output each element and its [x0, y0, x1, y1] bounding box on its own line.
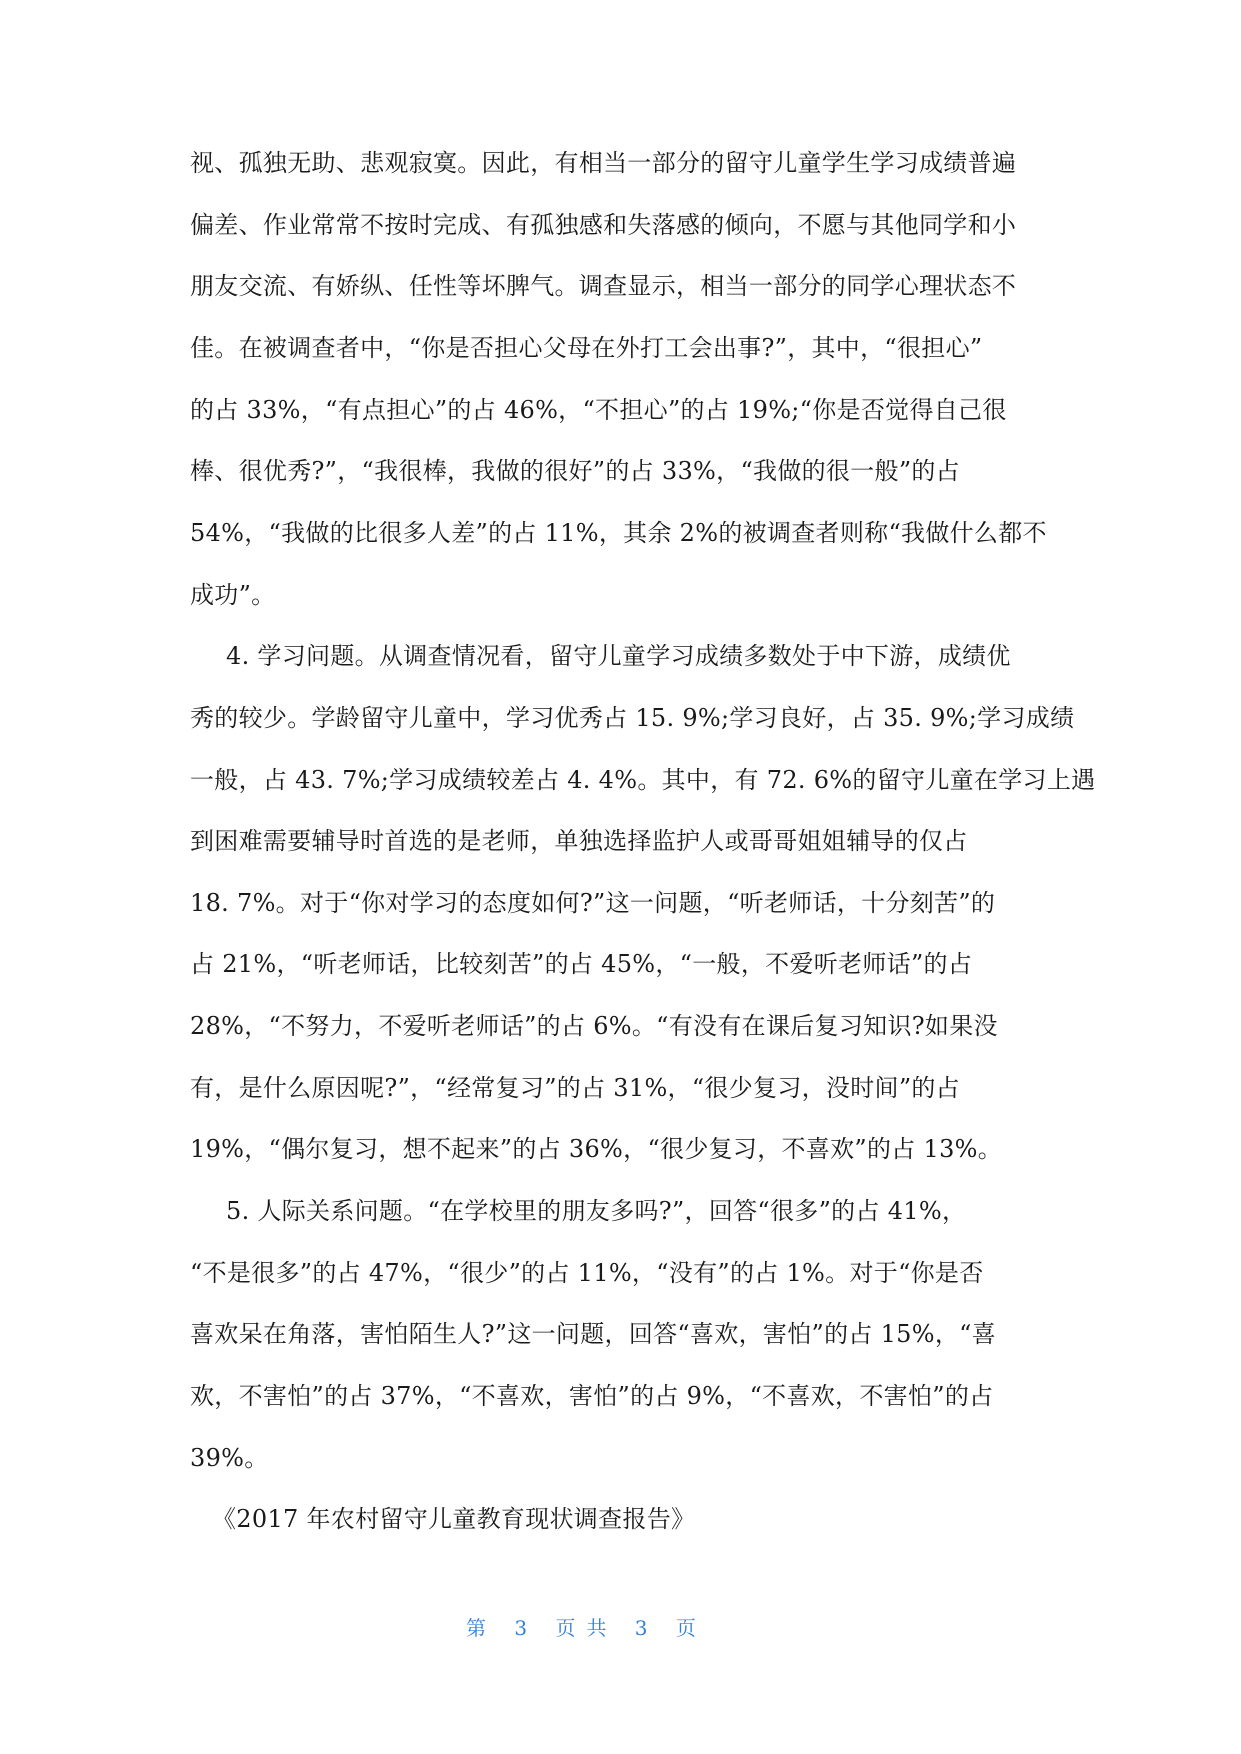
- body-line: 朋友交流、有娇纵、任性等坏脾气。调查显示，相当一部分的同学心理状态不: [190, 272, 1017, 301]
- report-title-line: 《2017 年农村留守儿童教育现状调查报告》: [212, 1505, 696, 1534]
- body-line: 占 21%，“听老师话，比较刻苦”的占 45%，“一般，不爱听老师话”的占: [190, 950, 973, 979]
- body-line: 喜欢呆在角落，害怕陌生人?”这一问题，回答“喜欢，害怕”的占 15%，“喜: [190, 1320, 997, 1349]
- body-line: “不是很多”的占 47%，“很少”的占 11%，“没有”的占 1%。对于“你是否: [190, 1258, 984, 1287]
- body-line: 28%，“不努力，不爱听老师话”的占 6%。“有没有在课后复习知识?如果没: [190, 1012, 998, 1041]
- body-line: 视、孤独无助、悲观寂寞。因此，有相当一部分的留守儿童学生学习成绩普遍: [190, 149, 1017, 177]
- body-line: 到困难需要辅导时首选的是老师，单独选择监护人或哥哥姐姐辅导的仅占: [190, 827, 968, 856]
- body-line: 54%，“我做的比很多人差”的占 11%，其余 2%的被调查者则称“我做什么都不: [190, 518, 1047, 547]
- section-heading-line: 5. 人际关系问题。“在学校里的朋友多吗?”，回答“很多”的占 41%，: [226, 1197, 967, 1226]
- body-line: 有，是什么原因呢?”，“经常复习”的占 31%，“很少复习，没时间”的占: [190, 1073, 960, 1102]
- body-line: 欢，不害怕”的占 37%，“不喜欢，害怕”的占 9%，“不喜欢，不害怕”的占: [190, 1382, 994, 1410]
- body-line: 39%。: [190, 1443, 269, 1472]
- body-line: 的占 33%，“有点担心”的占 46%，“不担心”的占 19%;“你是否觉得自己很: [190, 395, 1007, 424]
- body-line: 偏差、作业常常不按时完成、有孤独感和失落感的倾向，不愿与其他同学和小: [190, 210, 1017, 239]
- body-line: 一般，占 43. 7%;学习成绩较差占 4. 4%。其中，有 72. 6%的留守儿童在学习上遇: [190, 765, 1096, 794]
- section-heading-line: 4. 学习问题。从调查情况看，留守儿童学习成绩多数处于中下游，成绩优: [226, 642, 1011, 671]
- body-line: 棒、很优秀?”，“我很棒，我做的很好”的占 33%，“我做的很一般”的占: [190, 457, 960, 486]
- body-line: 18. 7%。对于“你对学习的态度如何?”这一问题，“听老师话，十分刻苦”的: [190, 888, 996, 917]
- body-line: 秀的较少。学龄留守儿童中，学习优秀占 15. 9%;学习良好，占 35. 9%;学习成绩: [190, 703, 1075, 732]
- body-line: 19%，“偶尔复习，想不起来”的占 36%，“很少复习，不喜欢”的占 13%。: [190, 1135, 1003, 1164]
- page-number-footer: 第 3 页共 3 页: [466, 1616, 707, 1640]
- body-line: 佳。在被调查者中，“你是否担心父母在外打工会出事?”，其中，“很担心”: [190, 333, 983, 362]
- body-line: 成功”。: [190, 580, 276, 609]
